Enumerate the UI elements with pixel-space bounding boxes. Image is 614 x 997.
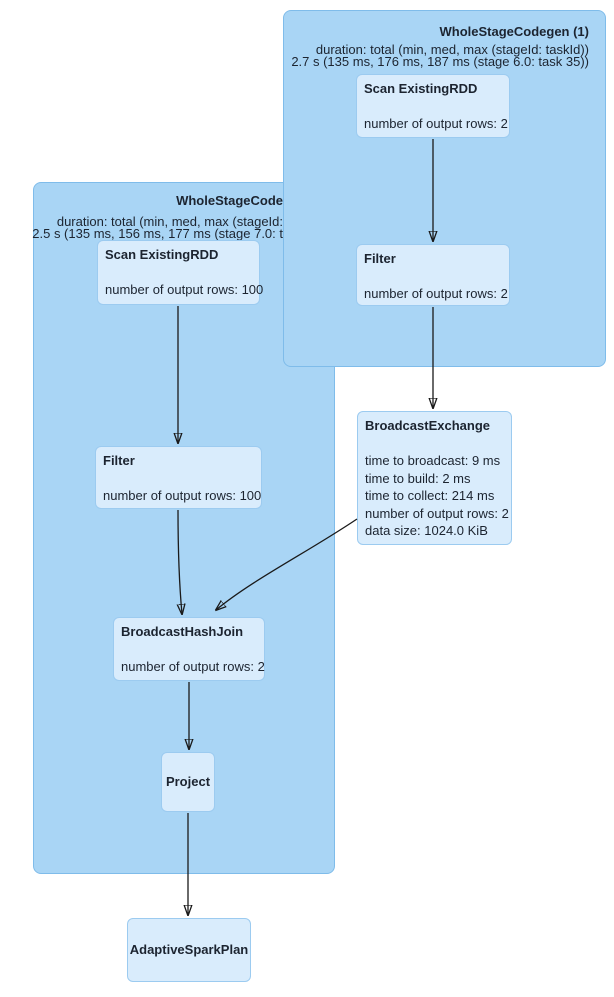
node-title: BroadcastExchange bbox=[365, 418, 490, 433]
node-metric: number of output rows: 2 bbox=[365, 505, 509, 521]
node-broadcast-exchange[interactable] bbox=[357, 411, 512, 545]
node-title: Scan ExistingRDD bbox=[105, 247, 219, 262]
node-title: Project bbox=[165, 774, 211, 790]
node-project[interactable] bbox=[161, 752, 215, 812]
cluster-duration-value: 2.7 s (135 ms, 176 ms, 187 ms (stage 6.0: task 35)) bbox=[291, 53, 589, 69]
node-spacer bbox=[364, 268, 502, 286]
node-spacer bbox=[365, 435, 504, 453]
cluster-duration bbox=[291, 44, 589, 67]
node-metric: time to broadcast: 9 ms bbox=[365, 453, 501, 468]
node-spacer bbox=[121, 641, 257, 659]
node-metric: number of output rows: 2 bbox=[121, 659, 265, 674]
node-metric: number of output rows: 100 bbox=[105, 282, 264, 297]
node-metric: time to build: 2 ms bbox=[365, 470, 471, 486]
cluster-duration-label: duration: total (min, med, max (stageId: bbox=[56, 214, 283, 229]
node-spacer bbox=[103, 470, 254, 488]
node-title: BroadcastHashJoin bbox=[121, 624, 244, 639]
node-metric: number of output rows: 2 bbox=[364, 286, 508, 301]
cluster-title: WholeStageCode bbox=[176, 193, 283, 208]
node-scan-existingrdd-right[interactable] bbox=[356, 74, 510, 138]
node-title: Filter bbox=[103, 453, 135, 468]
cluster-duration-label: duration: total (min, med, max (stageId: taskId)) bbox=[315, 42, 589, 57]
node-adaptive-spark-plan[interactable] bbox=[127, 918, 251, 982]
node-title: Scan ExistingRDD bbox=[364, 81, 478, 96]
node-metric: number of output rows: 2 bbox=[364, 116, 508, 131]
node-spacer bbox=[364, 98, 502, 116]
cluster-duration bbox=[32, 216, 283, 239]
node-broadcast-hash-join[interactable] bbox=[113, 617, 265, 681]
node-scan-existingrdd-left[interactable] bbox=[97, 240, 264, 305]
node-title: Filter bbox=[364, 251, 396, 266]
node-title: AdaptiveSparkPlan bbox=[129, 942, 249, 958]
node-metric: number of output rows: 100 bbox=[103, 488, 262, 503]
node-metric: time to collect: 214 ms bbox=[365, 488, 495, 503]
node-filter-left[interactable] bbox=[95, 446, 262, 509]
cluster-duration-value: 2.5 s (135 ms, 156 ms, 177 ms (stage 7.0: t bbox=[32, 225, 283, 241]
node-metric: data size: 1024.0 KiB bbox=[365, 523, 488, 538]
cluster-title: WholeStageCodegen (1) bbox=[439, 24, 589, 39]
node-filter-right[interactable] bbox=[356, 244, 510, 306]
node-spacer bbox=[105, 264, 252, 282]
cluster-wholestagecodegen-1 bbox=[283, 10, 606, 367]
